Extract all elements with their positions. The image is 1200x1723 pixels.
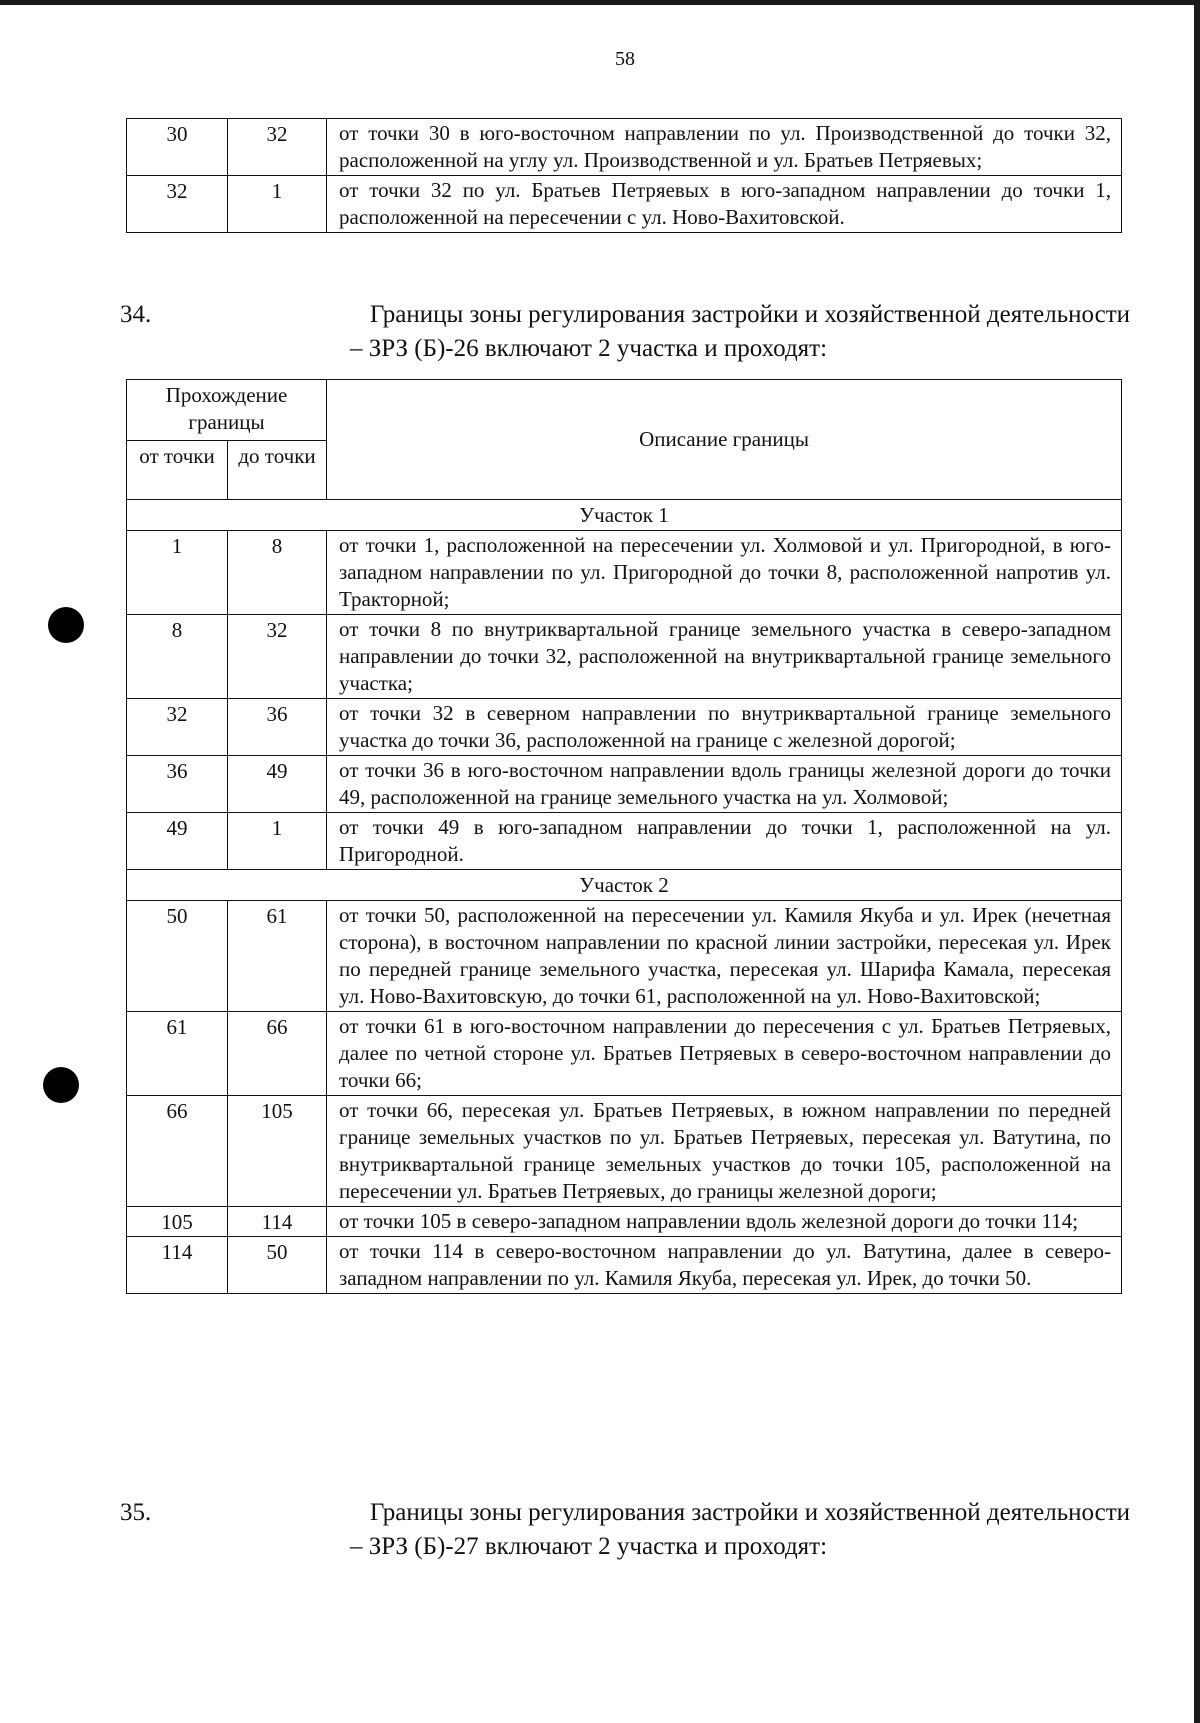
header-to-point: до точки — [228, 441, 327, 500]
section-title-line1: Границы зоны регулирования застройки и хозяйственной деятельности — [369, 301, 1130, 328]
description-cell: от точки 50, расположенной на пересечении ул. Камиля Якуба и ул. Ирек (нечетная сторона), в восточном направлении по красной линии застройки, пересекая ул. Ирек по передней границе земельного участка, пересекая ул. Шарифа Камала, пересекая ул. Ново-Вахитовскую, до точки 61, расположенной на ул. Ново-Вахитовской; — [327, 901, 1122, 1012]
header-from-point: от точки — [127, 441, 228, 500]
table-row — [127, 1207, 1122, 1237]
scan-edge-right — [1194, 0, 1200, 1723]
to-point-cell: 32 — [228, 119, 327, 176]
to-point-cell: 36 — [228, 699, 327, 756]
description-cell: от точки 61 в юго-восточном направлении до пересечения с ул. Братьев Петряевых, далее по четной стороне ул. Братьев Петряевых в северо-восточном направлении до точки 66; — [327, 1012, 1122, 1096]
to-point-cell: 105 — [228, 1096, 327, 1207]
section-title-line2: – ЗРЗ (Б)-27 включают 2 участка и проходят: — [350, 1533, 828, 1560]
table-row — [127, 901, 1122, 1012]
to-point-cell: 66 — [228, 1012, 327, 1096]
table-row — [127, 176, 1122, 233]
description-cell: от точки 1, расположенной на пересечении ул. Холмовой и ул. Пригородной, в юго-западном направлении по ул. Пригородной до точки 8, расположенной напротив ул. Тракторной; — [327, 531, 1122, 615]
scan-edge-top — [0, 0, 1200, 5]
description-cell: от точки 32 по ул. Братьев Петряевых в юго-западном направлении до точки 1, расположенной на пересечении с ул. Ново-Вахитовской. — [327, 176, 1122, 233]
to-point-cell: 1 — [228, 176, 327, 233]
to-point-cell: 32 — [228, 615, 327, 699]
to-point-cell: 49 — [228, 756, 327, 813]
header-description: Описание границы — [327, 380, 1122, 500]
description-cell: от точки 66, пересекая ул. Братьев Петряевых, в южном направлении по передней границе земельных участков по ул. Братьев Петряевых, пересекая ул. Ватутина, по внутриквартальной границе земельных участков до точки 105, расположенной на пересечении ул. Братьев Петряевых, до границы железной дороги; — [327, 1096, 1122, 1207]
continuation-table — [126, 118, 1122, 233]
table-row — [127, 531, 1122, 615]
description-cell: от точки 36 в юго-восточном направлении вдоль границы железной дороги до точки 49, расположенной на границе земельного участка на ул. Холмовой; — [327, 756, 1122, 813]
to-point-cell: 50 — [228, 1237, 327, 1294]
from-point-cell: 66 — [127, 1096, 228, 1207]
from-point-cell: 36 — [127, 756, 228, 813]
from-point-cell: 8 — [127, 615, 228, 699]
description-cell: от точки 49 в юго-западном направлении до точки 1, расположенной на ул. Пригородной. — [327, 813, 1122, 870]
to-point-cell: 8 — [228, 531, 327, 615]
from-point-cell: 1 — [127, 531, 228, 615]
from-point-cell: 105 — [127, 1207, 228, 1237]
header-boundary-passage: Прохождение границы — [127, 380, 327, 441]
description-cell: от точки 114 в северо-восточном направлении до ул. Ватутина, далее в северо-западном направлении по ул. Камиля Якуба, пересекая ул. Ирек, до точки 50. — [327, 1237, 1122, 1294]
table-row — [127, 615, 1122, 699]
page-number: 58 — [615, 48, 635, 70]
table-row — [127, 756, 1122, 813]
punch-hole-bottom — [43, 1067, 79, 1103]
table-row — [127, 1012, 1122, 1096]
from-point-cell: 114 — [127, 1237, 228, 1294]
boundary-table — [126, 379, 1122, 1294]
section-number: 34. — [120, 301, 152, 328]
section-title-line1: Границы зоны регулирования застройки и хозяйственной деятельности — [369, 1499, 1130, 1526]
from-point-cell: 50 — [127, 901, 228, 1012]
from-point-cell: 30 — [127, 119, 228, 176]
punch-hole-top — [48, 607, 84, 643]
to-point-cell: 61 — [228, 901, 327, 1012]
to-point-cell: 114 — [228, 1207, 327, 1237]
plot-1-title: Участок 1 — [127, 500, 1122, 531]
section-number: 35. — [120, 1499, 152, 1526]
table-row — [127, 119, 1122, 176]
description-cell: от точки 30 в юго-восточном направлении по ул. Производственной до точки 32, расположенной на углу ул. Производственной и ул. Братьев Петряевых; — [327, 119, 1122, 176]
table-row — [127, 1096, 1122, 1207]
plot-2-title: Участок 2 — [127, 870, 1122, 901]
table-row — [127, 699, 1122, 756]
description-cell: от точки 105 в северо-западном направлении вдоль железной дороги до точки 114; — [327, 1207, 1122, 1237]
section-title-line2: – ЗРЗ (Б)-26 включают 2 участка и проходят: — [350, 335, 828, 362]
from-point-cell: 49 — [127, 813, 228, 870]
from-point-cell: 32 — [127, 699, 228, 756]
from-point-cell: 32 — [127, 176, 228, 233]
table-row — [127, 813, 1122, 870]
from-point-cell: 61 — [127, 1012, 228, 1096]
description-cell: от точки 32 в северном направлении по внутриквартальной границе земельного участка до точки 36, расположенной на границе с железной дорогой; — [327, 699, 1122, 756]
table-row — [127, 1237, 1122, 1294]
description-cell: от точки 8 по внутриквартальной границе земельного участка в северо-западном направлении до точки 32, расположенной на внутриквартальной границе земельного участка; — [327, 615, 1122, 699]
to-point-cell: 1 — [228, 813, 327, 870]
